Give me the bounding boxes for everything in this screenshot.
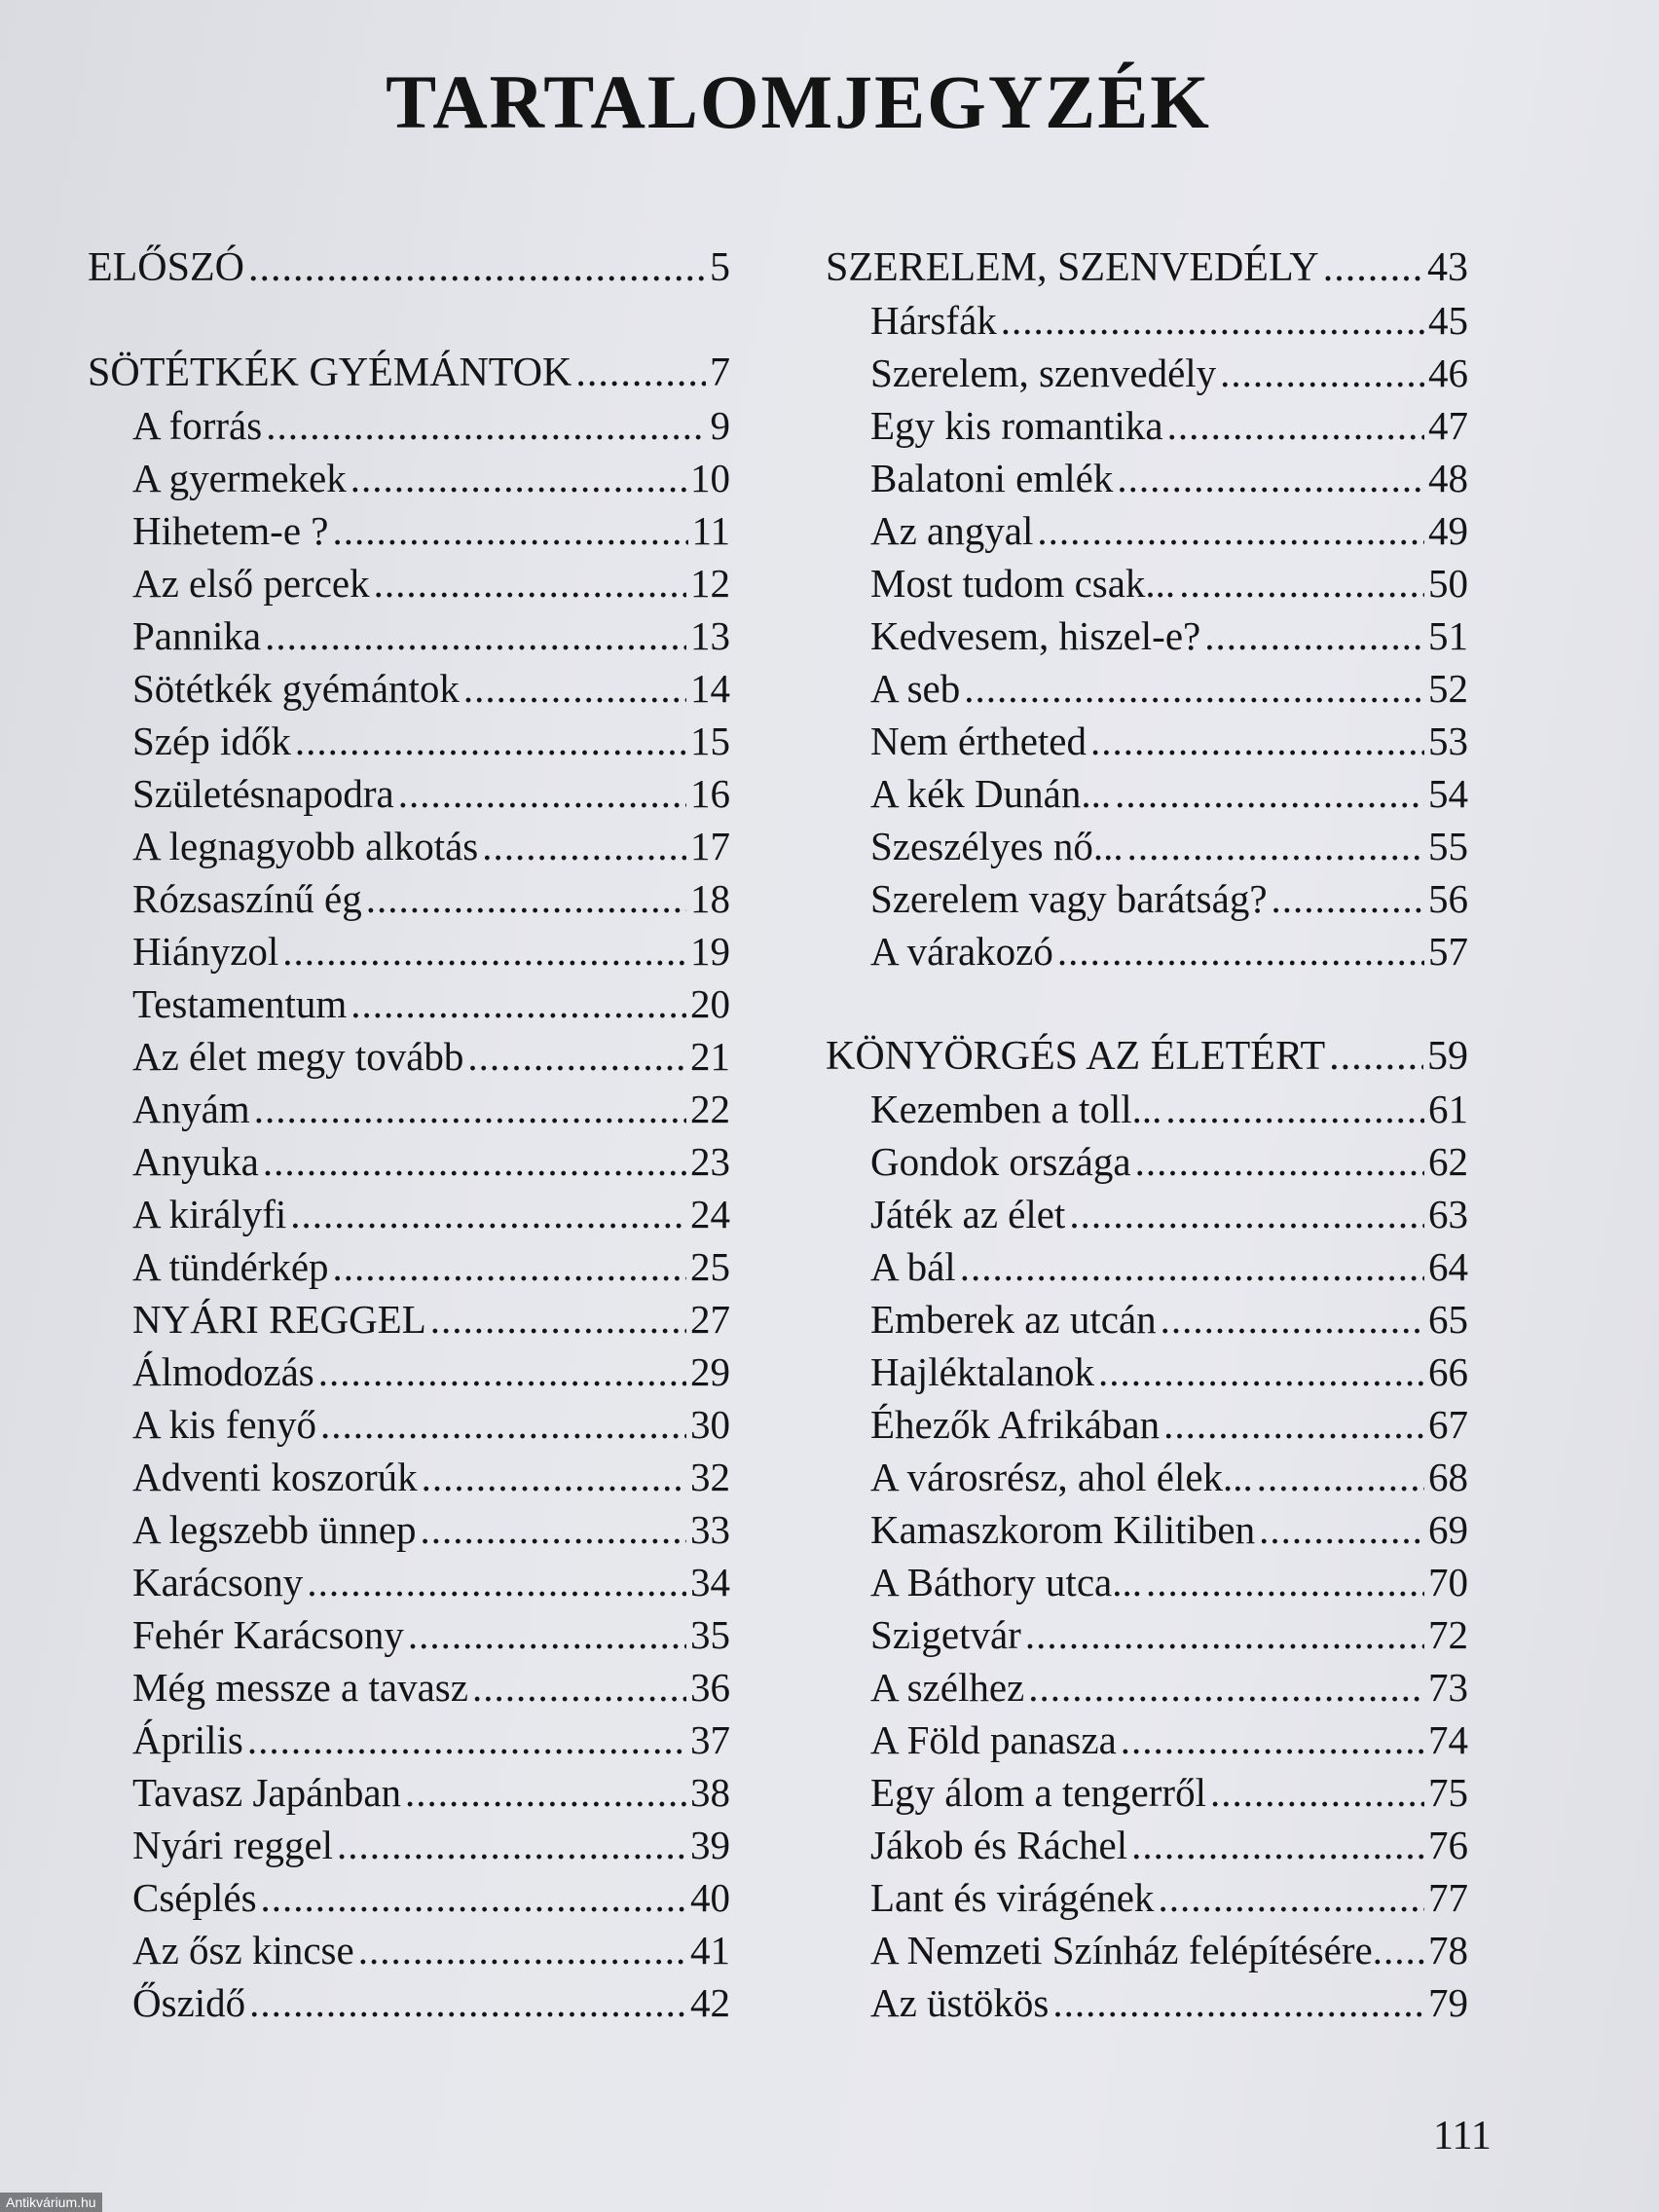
toc-entry-page: 12 <box>690 561 730 606</box>
toc-entry-title: A Nemzeti Színház felépítésére <box>870 1928 1373 1972</box>
toc-entry-page: 24 <box>690 1192 730 1236</box>
toc-entry-title: Szigetvár <box>870 1612 1021 1657</box>
toc-entry-page: 47 <box>1428 403 1468 448</box>
dot-leader <box>332 504 687 557</box>
toc-entry <box>88 1188 730 1240</box>
toc-entry-page: 36 <box>690 1665 730 1710</box>
toc-entry <box>88 1871 730 1924</box>
toc-entry-page: 25 <box>690 1244 730 1289</box>
toc-entry-title: A várakozó <box>870 929 1053 974</box>
toc-entry-title: A legnagyobb alkotás <box>132 824 479 868</box>
toc-entry <box>88 1398 730 1451</box>
toc-entry-page: 5 <box>710 245 730 290</box>
dot-leader <box>261 1871 686 1924</box>
toc-entry-page: 54 <box>1428 771 1468 816</box>
toc-entry-page: 11 <box>691 508 730 553</box>
dot-leader <box>1115 767 1424 820</box>
toc-entry-page: 15 <box>690 719 730 763</box>
toc-entry-page: 51 <box>1428 613 1468 658</box>
toc-entry-page: 35 <box>690 1612 730 1657</box>
toc-entry-title: Sötétkék gyémántok <box>132 666 460 711</box>
toc-entry-page: 10 <box>690 456 730 500</box>
dot-leader <box>1323 241 1423 294</box>
toc-entry-title: Kamaszkorom Kilitiben <box>870 1507 1256 1552</box>
toc-entry <box>826 1871 1468 1924</box>
toc-entry-page: 38 <box>690 1770 730 1815</box>
dot-leader <box>307 1556 686 1608</box>
toc-entry-title: Szép idők <box>132 719 291 763</box>
toc-entry-page: 52 <box>1428 666 1468 711</box>
dot-leader <box>1259 1503 1424 1556</box>
toc-entry-title: Őszidő <box>132 1980 246 2025</box>
dot-leader <box>350 452 686 504</box>
toc-entry <box>826 925 1468 977</box>
dot-leader <box>1257 1451 1424 1503</box>
toc-entry <box>826 767 1468 820</box>
toc-entry-page: 42 <box>690 1980 730 2025</box>
toc-entry <box>88 1924 730 1976</box>
toc-entry-page: 76 <box>1428 1823 1468 1867</box>
toc-entry <box>88 1503 730 1556</box>
toc-entry <box>88 662 730 715</box>
dot-leader <box>374 557 686 609</box>
dot-leader <box>263 1135 686 1188</box>
toc-entry <box>88 1976 730 2029</box>
toc-entry-title: Lant és virágének <box>870 1875 1155 1920</box>
toc-entry <box>88 1083 730 1135</box>
toc-entry-page: 23 <box>690 1139 730 1184</box>
dot-leader <box>295 715 686 767</box>
dot-leader <box>408 1608 686 1661</box>
toc-entry-page: 78 <box>1428 1928 1468 1972</box>
toc-entry-page: 59 <box>1427 1034 1468 1079</box>
dot-leader <box>1025 1608 1424 1661</box>
toc-entry <box>826 1766 1468 1819</box>
dot-leader <box>265 609 686 662</box>
toc-entry <box>88 1766 730 1819</box>
toc-entry-page: 77 <box>1428 1875 1468 1920</box>
toc-entry-title: Karácsony <box>132 1560 304 1604</box>
toc-entry-title: Az élet megy tovább <box>132 1034 464 1079</box>
toc-entry <box>826 347 1468 399</box>
toc-entry-page: 75 <box>1428 1770 1468 1815</box>
toc-entry-title: A városrész, ahol élek... <box>870 1455 1253 1499</box>
toc-entry-title: Éhezők Afrikában <box>870 1402 1161 1447</box>
toc-entry-title: Április <box>132 1717 243 1762</box>
toc-entry-page: 9 <box>710 403 730 448</box>
toc-entry-page: 34 <box>690 1560 730 1604</box>
toc-entry-page: 74 <box>1428 1717 1468 1762</box>
dot-leader <box>247 1714 686 1766</box>
toc-entry-title: KÖNYÖRGÉS AZ ÉLETÉRT <box>826 1034 1326 1079</box>
toc-entry <box>88 1030 730 1083</box>
toc-entry <box>88 767 730 820</box>
toc-entry-title: A forrás <box>132 403 263 448</box>
dot-leader <box>1204 609 1424 662</box>
toc-entry <box>88 609 730 662</box>
dot-leader <box>1179 557 1424 609</box>
toc-entry-page: 41 <box>690 1928 730 1972</box>
toc-entry-title: Balatoni emlék <box>870 456 1114 500</box>
toc-section-entry <box>88 347 730 399</box>
toc-entry-page: 17 <box>690 824 730 868</box>
dot-leader <box>1131 1819 1424 1871</box>
dot-leader <box>405 1766 686 1819</box>
toc-entry-page: 70 <box>1428 1560 1468 1604</box>
dot-leader <box>1158 1871 1424 1924</box>
dot-leader <box>1146 1556 1424 1608</box>
toc-entry <box>826 399 1468 452</box>
dot-leader <box>333 1240 686 1293</box>
toc-entry-title: Emberek az utcán <box>870 1297 1157 1342</box>
toc-entry <box>826 609 1468 662</box>
dot-leader <box>1069 1188 1424 1240</box>
dot-leader <box>1373 1924 1428 1976</box>
toc-entry-page: 40 <box>690 1875 730 1920</box>
toc-entry <box>88 1661 730 1714</box>
toc-entry-page: 20 <box>690 981 730 1026</box>
toc-entry <box>88 1451 730 1503</box>
toc-entry-page: 68 <box>1428 1455 1468 1499</box>
toc-entry-page: 73 <box>1428 1665 1468 1710</box>
toc-entry-page: 22 <box>690 1087 730 1131</box>
toc-entry-page: 49 <box>1428 508 1468 553</box>
toc-entry-title: Hajléktalanok <box>870 1349 1094 1394</box>
toc-entry-title: NYÁRI REGGEL <box>132 1297 426 1342</box>
dot-leader <box>463 662 686 715</box>
dot-leader <box>482 820 686 872</box>
toc-entry-title: Jákob és Ráchel <box>870 1823 1128 1867</box>
toc-entry-page: 14 <box>690 666 730 711</box>
toc-entry-page: 29 <box>690 1349 730 1394</box>
toc-entry-title: A Báthory utca... <box>870 1560 1142 1604</box>
dot-leader <box>964 662 1424 715</box>
watermark: Antikvárium.hu <box>0 2193 102 2212</box>
toc-entry <box>826 294 1468 347</box>
toc-entry <box>88 977 730 1030</box>
toc-entry-title: Hiányzol <box>132 929 279 974</box>
toc-entry-title: A szélhez <box>870 1665 1025 1710</box>
toc-entry <box>826 662 1468 715</box>
page-title: TARTALOMJEGYZÉK <box>386 59 1211 144</box>
dot-leader <box>366 872 686 925</box>
toc-entry-page: 62 <box>1428 1139 1468 1184</box>
toc-entry-page: 48 <box>1428 456 1468 500</box>
page-number: 111 <box>1433 2114 1492 2158</box>
dot-leader <box>290 1188 686 1240</box>
dot-leader <box>1272 872 1424 925</box>
toc-entry <box>826 1346 1468 1398</box>
dot-leader <box>1090 715 1424 767</box>
toc-entry-title: Álmodozás <box>132 1349 314 1394</box>
toc-entry-page: 50 <box>1428 561 1468 606</box>
dot-leader <box>1165 1083 1424 1135</box>
toc-entry <box>826 1293 1468 1346</box>
dot-leader <box>1037 504 1424 557</box>
toc-entry <box>88 557 730 609</box>
toc-entry-title: Egy álom a tengerről <box>870 1770 1206 1815</box>
toc-entry-title: Nyári reggel <box>132 1823 334 1867</box>
dot-leader <box>248 241 706 294</box>
toc-entry <box>826 820 1468 872</box>
toc-entry-title: Nem értheted <box>870 719 1087 763</box>
toc-column-right <box>826 241 1468 2029</box>
toc-entry-page: 19 <box>690 929 730 974</box>
toc-entry-title: Még messze a tavasz <box>132 1665 468 1710</box>
toc-entry-page: 39 <box>690 1823 730 1867</box>
toc-section-entry <box>88 241 730 294</box>
dot-leader <box>320 1398 686 1451</box>
dot-leader <box>398 767 686 820</box>
dot-leader <box>358 1924 686 1976</box>
toc-entry <box>88 1135 730 1188</box>
dot-leader <box>1117 452 1424 504</box>
toc-entry-page: 53 <box>1428 719 1468 763</box>
toc-entry-page: 72 <box>1428 1612 1468 1657</box>
toc-column-left <box>88 241 730 2029</box>
toc-entry <box>826 1556 1468 1608</box>
dot-leader <box>266 399 706 452</box>
dot-leader <box>467 1030 686 1083</box>
toc-entry-page: 61 <box>1428 1087 1468 1131</box>
toc-entry-title: Egy kis romantika <box>870 403 1163 448</box>
toc-entry-title: Hársfák <box>870 298 997 343</box>
toc-entry-page: 16 <box>690 771 730 816</box>
toc-entry-title: Pannika <box>132 613 262 658</box>
toc-entry-page: 32 <box>690 1455 730 1499</box>
dot-leader <box>1057 925 1424 977</box>
toc-entry-title: A legszebb ünnep <box>132 1507 417 1552</box>
toc-entry-title: Adventi koszorúk <box>132 1455 418 1499</box>
dot-leader <box>1121 1714 1424 1766</box>
toc-entry-title: Gondok országa <box>870 1139 1131 1184</box>
dot-leader <box>1135 1135 1424 1188</box>
dot-leader <box>1127 820 1424 872</box>
toc-entry-page: 55 <box>1428 824 1468 868</box>
toc-entry-page: 43 <box>1427 245 1468 290</box>
toc-entry-title: Kedvesem, hiszel-e? <box>870 613 1201 658</box>
toc-entry <box>826 1503 1468 1556</box>
toc-entry-title: Az angyal <box>870 508 1034 553</box>
toc-entry-page: 45 <box>1428 298 1468 343</box>
toc-entry <box>88 1608 730 1661</box>
dot-leader <box>337 1819 686 1871</box>
toc-entry <box>88 1293 730 1346</box>
toc-entry-page: 33 <box>690 1507 730 1552</box>
toc-entry-title: Tavasz Japánban <box>132 1770 402 1815</box>
toc-entry-title: A kis fenyő <box>132 1402 317 1447</box>
toc-entry-page: 13 <box>690 613 730 658</box>
toc-entry-title: Az ősz kincse <box>132 1928 354 1972</box>
dot-leader <box>1001 294 1424 347</box>
toc-entry-title: A tündérkép <box>132 1244 329 1289</box>
toc-entry <box>826 872 1468 925</box>
toc-entry <box>88 399 730 452</box>
dot-leader <box>472 1661 686 1714</box>
toc-entry <box>88 715 730 767</box>
toc-entry-page: 27 <box>690 1297 730 1342</box>
toc-entry-title: Szerelem vagy barátság? <box>870 876 1268 921</box>
dot-leader <box>420 1503 686 1556</box>
toc-entry-title: Anyuka <box>132 1139 259 1184</box>
dot-leader <box>318 1346 686 1398</box>
toc-entry-page: 66 <box>1428 1349 1468 1394</box>
toc-entry <box>826 1924 1468 1976</box>
toc-entry <box>88 1819 730 1871</box>
toc-entry-title: Játék az élet <box>870 1192 1066 1236</box>
toc-entry <box>88 1346 730 1398</box>
toc-entry-page: 7 <box>710 350 730 395</box>
dot-leader <box>1167 399 1424 452</box>
toc-entry <box>826 1135 1468 1188</box>
toc-entry <box>826 1240 1468 1293</box>
toc-spacer <box>88 294 730 347</box>
toc-entry <box>826 1398 1468 1451</box>
toc-entry <box>826 1976 1468 2029</box>
toc-entry <box>88 820 730 872</box>
toc-entry-page: 79 <box>1428 1980 1468 2025</box>
toc-entry-title: Az üstökös <box>870 1980 1050 2025</box>
dot-leader <box>282 925 686 977</box>
toc-entry <box>826 1083 1468 1135</box>
toc-entry <box>826 1819 1468 1871</box>
toc-entry-title: Fehér Karácsony <box>132 1612 404 1657</box>
toc-entry-title: Rózsaszínű ég <box>132 876 362 921</box>
dot-leader <box>430 1293 686 1346</box>
dot-leader <box>249 1976 686 2029</box>
toc-entry-page: 67 <box>1428 1402 1468 1447</box>
toc-entry-title: Az első percek <box>132 561 370 606</box>
toc-entry <box>88 925 730 977</box>
dot-leader <box>960 1240 1424 1293</box>
toc-entry <box>826 452 1468 504</box>
toc-entry-title: Anyám <box>132 1087 250 1131</box>
dot-leader <box>350 977 686 1030</box>
toc-entry-page: 57 <box>1428 929 1468 974</box>
dot-leader <box>1163 1398 1424 1451</box>
toc-entry-title: Hihetem-e ? <box>132 508 329 553</box>
toc-entry-title: ELŐSZÓ <box>88 245 244 290</box>
toc-entry-title: A királyfi <box>132 1192 287 1236</box>
toc-entry-title: Születésnapodra <box>132 771 394 816</box>
toc-entry <box>826 1661 1468 1714</box>
toc-entry <box>826 1714 1468 1766</box>
toc-entry-title: Kezemben a toll... <box>870 1087 1162 1131</box>
toc-entry-title: Most tudom csak... <box>870 561 1176 606</box>
dot-leader <box>1028 1661 1424 1714</box>
toc-entry <box>826 1451 1468 1503</box>
dot-leader <box>422 1451 686 1503</box>
toc-entry-title: Szerelem, szenvedély <box>870 350 1217 395</box>
toc-spacer <box>826 977 1468 1030</box>
toc-entry-page: 21 <box>690 1034 730 1079</box>
toc-entry <box>826 715 1468 767</box>
toc-entry <box>826 557 1468 609</box>
toc-entry-title: A gyermekek <box>132 456 347 500</box>
toc-entry <box>826 1608 1468 1661</box>
toc-entry <box>88 1714 730 1766</box>
dot-leader <box>575 347 706 399</box>
toc-entry-page: 64 <box>1428 1244 1468 1289</box>
toc-section-entry <box>826 241 1468 294</box>
toc-entry-page: 30 <box>690 1402 730 1447</box>
dot-leader <box>1052 1976 1424 2029</box>
dot-leader <box>1210 1766 1424 1819</box>
toc-entry-title: A bál <box>870 1244 956 1289</box>
toc-entry-title: A Föld panasza <box>870 1717 1117 1762</box>
toc-entry <box>88 1556 730 1608</box>
toc-entry-page: 56 <box>1428 876 1468 921</box>
toc-entry <box>88 452 730 504</box>
toc-entry-page: 65 <box>1428 1297 1468 1342</box>
dot-leader <box>1098 1346 1424 1398</box>
toc-entry-page: 18 <box>690 876 730 921</box>
toc-entry-title: SÖTÉTKÉK GYÉMÁNTOK <box>88 350 572 395</box>
toc-entry <box>88 1240 730 1293</box>
toc-entry-page: 37 <box>690 1717 730 1762</box>
toc-section-entry <box>826 1030 1468 1083</box>
toc-entry-page: 46 <box>1428 350 1468 395</box>
toc-entry <box>826 1188 1468 1240</box>
toc-entry-title: SZERELEM, SZENVEDÉLY <box>826 245 1319 290</box>
toc-entry <box>826 504 1468 557</box>
dot-leader <box>254 1083 686 1135</box>
dot-leader <box>1220 347 1424 399</box>
toc-entry-title: Cséplés <box>132 1875 257 1920</box>
toc-entry <box>88 872 730 925</box>
toc-entry-title: A kék Dunán... <box>870 771 1112 816</box>
dot-leader <box>1161 1293 1424 1346</box>
toc-entry-title: Testamentum <box>132 981 348 1026</box>
toc-entry <box>88 504 730 557</box>
dot-leader <box>1329 1030 1423 1083</box>
toc-entry-page: 69 <box>1428 1507 1468 1552</box>
toc-entry-page: 63 <box>1428 1192 1468 1236</box>
toc-entry-title: A seb <box>870 666 961 711</box>
toc-entry-title: Szeszélyes nő... <box>870 824 1124 868</box>
